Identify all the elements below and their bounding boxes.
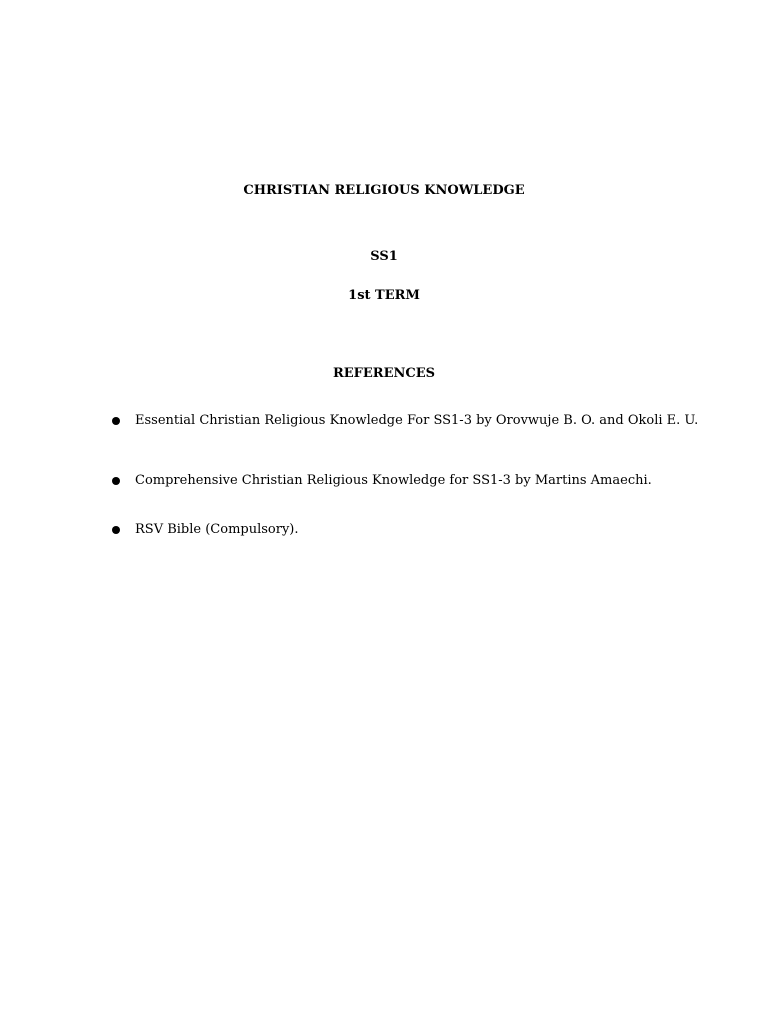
class-level-heading: SS1 bbox=[370, 249, 398, 264]
references-heading: REFERENCES bbox=[332, 366, 436, 381]
reference-text: Essential Christian Religious Knowledge For SS1-3 by Orovwuje B. O. and Okoli E. U. bbox=[135, 413, 699, 428]
bullet-icon bbox=[112, 477, 120, 485]
term-heading: 1st TERM bbox=[348, 288, 420, 303]
reference-text: Comprehensive Christian Religious Knowledge for SS1-3 by Martins Amaechi. bbox=[135, 473, 652, 488]
document-title: CHRISTIAN RELIGIOUS KNOWLEDGE bbox=[243, 183, 525, 198]
reference-text: RSV Bible (Compulsory). bbox=[135, 522, 299, 537]
bullet-icon bbox=[112, 417, 120, 425]
bullet-icon bbox=[112, 526, 120, 534]
